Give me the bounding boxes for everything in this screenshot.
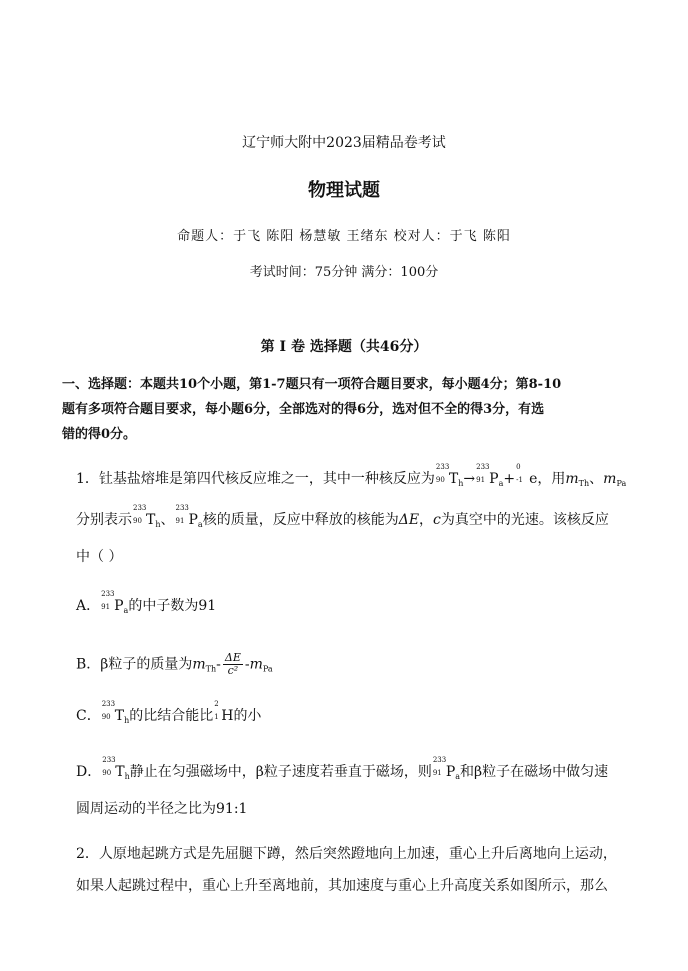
e-z: -1: [516, 476, 523, 484]
section-title: 第 Ⅰ 卷 选择题（共46分）: [260, 339, 428, 355]
nuclide-th-c: [101, 700, 130, 730]
q1-stem-f: 为真空中的光速。该核反应: [440, 512, 609, 528]
option-d-text-1: 静止在匀强磁场中，β粒子速度若垂直于磁场，则: [129, 764, 432, 780]
question-1-line-2: [76, 504, 609, 534]
th-sub: h: [458, 479, 464, 488]
q1-stem-d: 核的质量，反应中释放的核能为: [202, 512, 399, 528]
option-d-label: D．: [76, 764, 102, 780]
th-sub: h: [124, 772, 130, 781]
pa-mass: 233: [432, 756, 447, 764]
option-a[interactable]: [76, 590, 217, 620]
th-z: 90: [102, 769, 112, 777]
question-1-line-1: [76, 463, 627, 493]
minus-1: -: [216, 656, 221, 673]
m-pa-sub: Pa: [262, 664, 273, 674]
separator: 、: [589, 471, 604, 487]
pa-symbol: P: [188, 512, 198, 528]
e-symbol: e: [529, 471, 538, 487]
instructions-line-3: 错的得0分。: [62, 427, 137, 442]
nuclide-th: [435, 463, 464, 493]
option-c-text: 的比结合能比: [129, 708, 214, 724]
instructions-line-2: 题有多项符合题目要求，每小题6分，全部选对的得6分，选对但不全的得3分，有选: [62, 402, 545, 417]
m-pa-sub: Pa: [616, 479, 627, 488]
option-a-label: A．: [76, 598, 101, 614]
m-th-sub: Th: [578, 479, 590, 488]
q1-stem-c: 分别表示: [76, 512, 132, 528]
authors-line: 命题人：于飞 陈阳 杨慧敏 王绪东 校对人：于飞 陈阳: [177, 229, 511, 244]
nuclide-h: [214, 700, 234, 725]
pa-mass: 233: [476, 463, 490, 471]
option-c-label: C．: [76, 708, 101, 724]
fraction-denominator: c²: [227, 664, 239, 677]
th-mass: 233: [102, 756, 116, 764]
th-sub: h: [124, 716, 130, 725]
nuclide-pa-2: [175, 504, 203, 534]
pa-z: 91: [175, 517, 185, 525]
th-sub: h: [155, 520, 161, 529]
option-d[interactable]: [76, 756, 609, 786]
nuclide-th-2: [133, 504, 161, 534]
pa-z: 91: [101, 603, 111, 611]
option-d-text-2: 和β粒子在磁场中做匀速: [460, 764, 609, 780]
h-z: 1: [214, 713, 219, 721]
nuclide-th-d: [102, 756, 130, 786]
h-symbol: H: [221, 708, 234, 724]
th-mass: 233: [101, 700, 116, 708]
nuclide-pa-a: [101, 590, 129, 620]
option-b[interactable]: [76, 652, 273, 679]
question-2-line-1: 2．人原地起跳方式是先屈腿下蹲，然后突然蹬地向上加速，重心上升后离地向上运动，: [76, 846, 617, 862]
pa-mass: 233: [175, 504, 189, 512]
th-symbol: T: [146, 512, 156, 528]
nuclide-e: [516, 463, 538, 488]
m-pa-symbol: m: [603, 471, 617, 487]
pa-z: 91: [476, 476, 486, 484]
exam-time-line: 考试时间：75分钟 满分：100分: [249, 265, 439, 280]
school-title: 辽宁师大附中2023届精品卷考试: [242, 135, 446, 151]
option-c[interactable]: [76, 700, 262, 730]
m-pa-symbol: m: [249, 656, 263, 673]
instructions-line-1: 一、选择题：本题共10个小题，第1-7题只有一项符合题目要求，每小题4分；第8-10: [62, 377, 562, 392]
th-z: 90: [133, 517, 142, 525]
th-mass: 233: [133, 504, 147, 512]
option-b-text: B．β粒子的质量为: [76, 656, 193, 673]
m-th-symbol: m: [192, 656, 206, 673]
option-a-text: 的中子数为91: [128, 598, 217, 614]
e-mass: 0: [516, 463, 521, 471]
question-1-line-3: 中（ ）: [76, 549, 123, 565]
question-2-line-2: 如果人起跳过程中，重心上升至离地前，其加速度与重心上升高度关系如图所示，那么: [76, 878, 608, 894]
th-z: 90: [435, 476, 445, 484]
h-mass: 2: [214, 700, 219, 708]
pa-sub: a: [123, 606, 129, 615]
th-symbol: T: [448, 471, 459, 487]
th-symbol: T: [114, 708, 125, 724]
fraction: [223, 652, 243, 677]
m-th-sub: Th: [205, 664, 217, 674]
th-z: 90: [101, 713, 111, 721]
pa-z: 91: [432, 769, 442, 777]
pa-mass: 233: [101, 590, 115, 598]
nuclide-pa-d: [432, 756, 461, 786]
pa-sub: a: [455, 772, 461, 781]
q1-stem-a: 1．钍基盐熔堆是第四代核反应堆之一，其中一种核反应为: [76, 471, 435, 487]
arrow: →: [463, 471, 476, 487]
pa-symbol: P: [489, 471, 499, 487]
subject-title: 物理试题: [308, 180, 380, 201]
nuclide-pa: [476, 463, 504, 493]
separator: 、: [160, 512, 175, 528]
c-symbol: c: [433, 512, 441, 528]
q1-stem-b: ，用: [537, 471, 566, 487]
th-mass: 233: [435, 463, 450, 471]
minus-2: -: [244, 656, 250, 673]
option-d-line-2: 圆周运动的半径之比为91:1: [76, 801, 248, 817]
pa-sub: a: [498, 479, 504, 488]
m-th-symbol: m: [565, 471, 579, 487]
plus: +: [503, 471, 516, 487]
pa-sub: a: [197, 520, 203, 529]
delta-e: ΔE: [398, 512, 420, 528]
th-symbol: T: [115, 764, 125, 780]
pa-symbol: P: [445, 764, 456, 780]
option-c-tail: 的小: [233, 708, 262, 724]
fraction-numerator: ΔE: [224, 651, 241, 664]
pa-symbol: P: [114, 598, 124, 614]
q1-stem-e: ，: [419, 512, 434, 528]
